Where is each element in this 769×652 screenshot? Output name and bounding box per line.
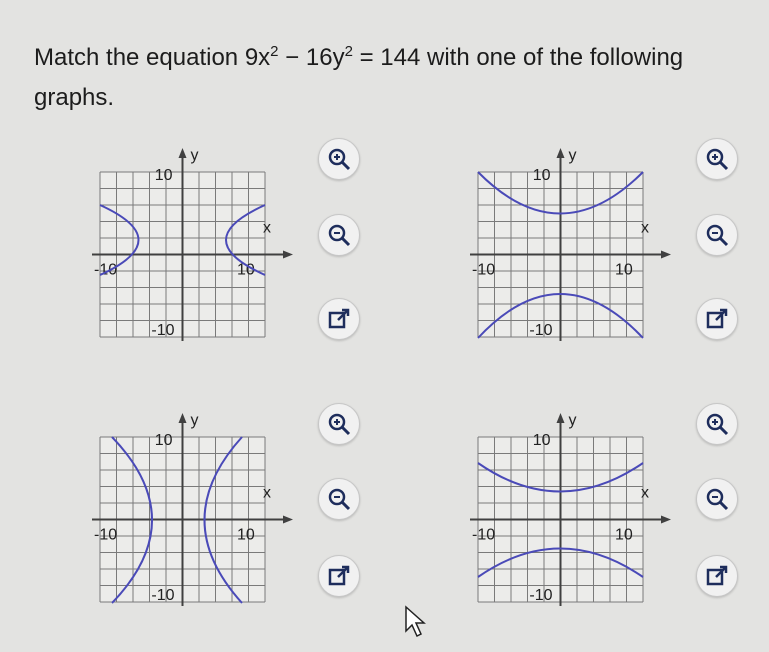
y-axis-label: y [190, 412, 199, 429]
zoom-in-icon [326, 411, 352, 437]
expand-button-4[interactable] [696, 555, 738, 597]
graph-2-grid [470, 147, 671, 341]
zoom-in-icon [704, 146, 730, 172]
question-text [34, 32, 734, 118]
zoom-out-icon [704, 486, 730, 512]
y-axis-label: y [568, 147, 577, 164]
eq-exponent-a: 2 [270, 43, 279, 60]
expand-button-1[interactable] [318, 298, 360, 340]
zoom-out-icon [326, 486, 352, 512]
graph-option-2[interactable] [460, 140, 660, 370]
x-axis-arrow-icon [283, 251, 293, 259]
zoom-out-button-3[interactable] [318, 478, 360, 520]
y-tick-top: 10 [532, 167, 551, 184]
graph-3-svg [82, 405, 302, 625]
graph-3-grid [92, 412, 293, 606]
graph-1-svg [82, 140, 302, 360]
x-axis-label: x [641, 484, 649, 502]
zoom-out-icon [704, 222, 730, 248]
zoom-in-button-1[interactable] [318, 138, 360, 180]
expand-button-2[interactable] [696, 298, 738, 340]
graph-option-3[interactable] [82, 405, 282, 635]
y-axis-arrow-icon [557, 413, 565, 423]
question-suffix: with one of the following graphs. [34, 44, 684, 111]
zoom-in-icon [704, 411, 730, 437]
y-tick-bottom: -10 [529, 322, 553, 339]
graph-2-svg [460, 140, 680, 360]
expand-icon [704, 563, 730, 589]
x-tick-left: -10 [472, 261, 496, 279]
x-axis-arrow-icon [661, 516, 671, 524]
eq-part-a: 9x [244, 44, 271, 71]
equation [245, 44, 421, 71]
x-tick-left: -10 [94, 526, 118, 544]
zoom-out-icon [326, 222, 352, 248]
graph-1-grid [92, 147, 293, 341]
x-tick-right: 10 [615, 526, 633, 544]
zoom-out-button-1[interactable] [318, 214, 360, 256]
eq-part-end: = 144 [352, 44, 421, 71]
y-axis-label: y [190, 147, 199, 164]
expand-icon [704, 306, 730, 332]
zoom-in-icon [326, 146, 352, 172]
y-tick-bottom: -10 [151, 322, 175, 339]
y-axis-arrow-icon [179, 148, 187, 158]
eq-exponent-b: 2 [344, 43, 353, 60]
expand-icon [326, 563, 352, 589]
x-tick-right: 10 [237, 261, 255, 279]
x-axis-label: x [641, 219, 649, 237]
y-tick-top: 10 [154, 432, 173, 449]
graph-option-1[interactable] [82, 140, 282, 370]
x-tick-left: -10 [472, 526, 496, 544]
mouse-cursor-icon [404, 605, 426, 639]
y-tick-top: 10 [154, 167, 173, 184]
graph-option-4[interactable] [460, 405, 660, 635]
x-axis-arrow-icon [283, 516, 293, 524]
y-tick-bottom: -10 [529, 587, 553, 604]
y-axis-arrow-icon [557, 148, 565, 158]
graph-4-svg [460, 405, 680, 625]
zoom-in-button-4[interactable] [696, 403, 738, 445]
graph-4-grid [470, 412, 671, 606]
y-tick-top: 10 [532, 432, 551, 449]
x-axis-label: x [263, 484, 271, 502]
y-tick-bottom: -10 [151, 587, 175, 604]
y-axis-arrow-icon [179, 413, 187, 423]
y-axis-label: y [568, 412, 577, 429]
question-prefix: Match the equation [34, 44, 239, 71]
expand-icon [326, 306, 352, 332]
x-tick-left: -10 [94, 261, 118, 279]
x-axis-label: x [263, 219, 271, 237]
x-axis-arrow-icon [661, 251, 671, 259]
zoom-out-button-2[interactable] [696, 214, 738, 256]
expand-button-3[interactable] [318, 555, 360, 597]
zoom-in-button-2[interactable] [696, 138, 738, 180]
x-tick-right: 10 [237, 526, 255, 544]
eq-part-mid: − 16y [278, 44, 345, 71]
zoom-in-button-3[interactable] [318, 403, 360, 445]
zoom-out-button-4[interactable] [696, 478, 738, 520]
x-tick-right: 10 [615, 261, 633, 279]
